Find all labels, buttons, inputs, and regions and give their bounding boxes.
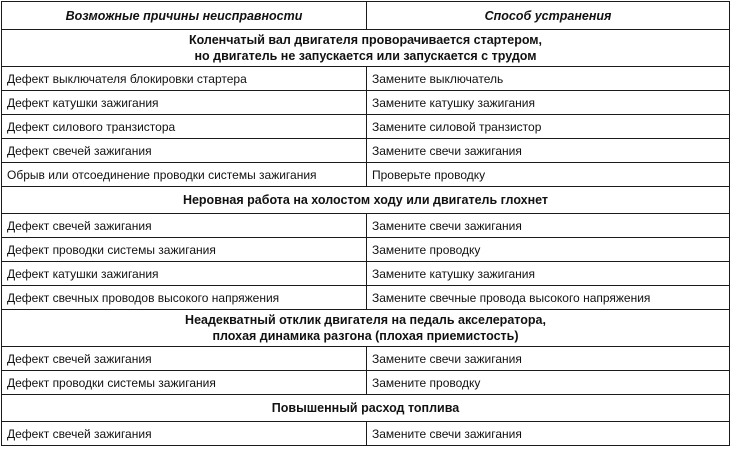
cause-cell: Обрыв или отсоединение проводки системы зажигания xyxy=(2,163,367,187)
section-title-line: Коленчатый вал двигателя проворачивается стартером, xyxy=(188,33,543,47)
header-remedy: Способ устранения xyxy=(367,2,730,30)
section-title-line: Неадекватный отклик двигателя на педаль акселератора, xyxy=(185,313,546,327)
remedy-cell: Проверьте проводку xyxy=(367,163,730,187)
remedy-cell: Замените катушку зажигания xyxy=(367,91,730,115)
section-header xyxy=(2,310,730,347)
table-row xyxy=(2,214,730,238)
cause-cell: Дефект свечей зажигания xyxy=(2,347,367,371)
cause-cell: Дефект катушки зажигания xyxy=(2,262,367,286)
remedy-cell: Замените свечи зажигания xyxy=(367,139,730,163)
section-header xyxy=(2,187,730,214)
table-row xyxy=(2,139,730,163)
remedy-cell: Замените свечные провода высокого напряжения xyxy=(367,286,730,310)
remedy-cell: Замените силовой транзистор xyxy=(367,115,730,139)
section-title xyxy=(2,30,730,67)
remedy-cell: Замените проводку xyxy=(367,371,730,395)
table-row xyxy=(2,371,730,395)
cause-cell: Дефект проводки системы зажигания xyxy=(2,371,367,395)
remedy-cell: Замените катушку зажигания xyxy=(367,262,730,286)
section-header xyxy=(2,395,730,422)
cause-cell: Дефект свечей зажигания xyxy=(2,214,367,238)
section-title: Неровная работа на холостом ходу или двигатель глохнет xyxy=(2,187,730,214)
cause-cell: Дефект выключателя блокировки стартера xyxy=(2,67,367,91)
table-row xyxy=(2,163,730,187)
remedy-cell: Замените свечи зажигания xyxy=(367,214,730,238)
remedy-cell: Замените свечи зажигания xyxy=(367,422,730,446)
cause-cell: Дефект свечных проводов высокого напряжения xyxy=(2,286,367,310)
remedy-cell: Замените свечи зажигания xyxy=(367,347,730,371)
table-row xyxy=(2,67,730,91)
remedy-cell: Замените выключатель xyxy=(367,67,730,91)
cause-cell: Дефект свечей зажигания xyxy=(2,422,367,446)
section-header xyxy=(2,30,730,67)
section-title: Повышенный расход топлива xyxy=(2,395,730,422)
table-row xyxy=(2,262,730,286)
cause-cell: Дефект силового транзистора xyxy=(2,115,367,139)
table-row xyxy=(2,91,730,115)
table-row xyxy=(2,347,730,371)
diagnostic-table xyxy=(1,1,730,446)
cause-cell: Дефект свечей зажигания xyxy=(2,139,367,163)
section-title-line: но двигатель не запускается или запускается с трудом xyxy=(194,49,537,63)
section-title-line: плохая динамика разгона (плохая приемистость) xyxy=(212,329,519,343)
remedy-cell: Замените проводку xyxy=(367,238,730,262)
cause-cell: Дефект катушки зажигания xyxy=(2,91,367,115)
header-row xyxy=(2,2,730,30)
header-causes: Возможные причины неисправности xyxy=(2,2,367,30)
section-title xyxy=(2,310,730,347)
cause-cell: Дефект проводки системы зажигания xyxy=(2,238,367,262)
table-row xyxy=(2,115,730,139)
table-row xyxy=(2,286,730,310)
table-row xyxy=(2,238,730,262)
table-row xyxy=(2,422,730,446)
